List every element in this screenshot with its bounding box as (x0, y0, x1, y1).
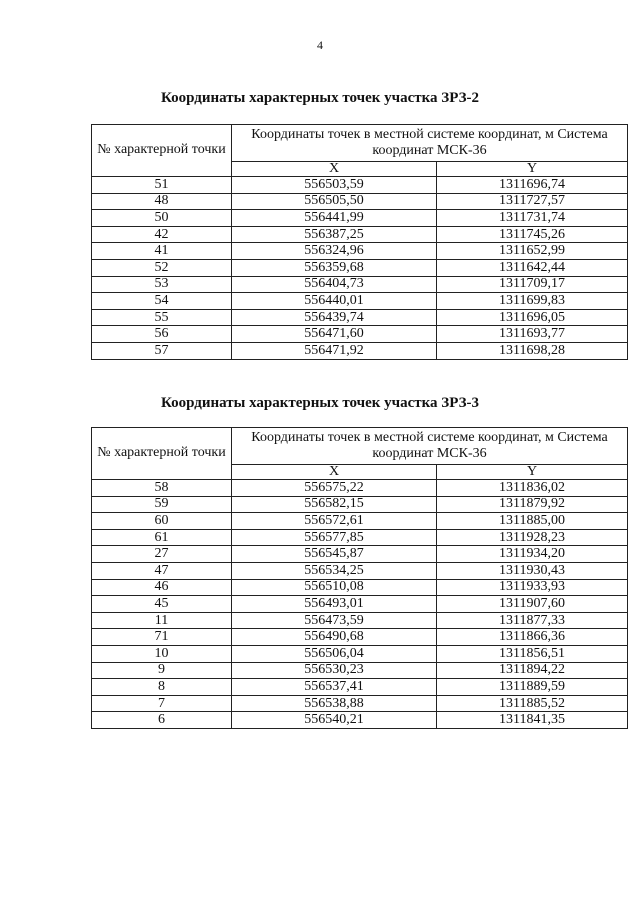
table-row (92, 226, 628, 243)
y-coordinate-cell: 1311727,57 (437, 193, 628, 210)
x-coordinate-cell: 556505,50 (232, 193, 437, 210)
table-row (92, 293, 628, 310)
table-row (92, 712, 628, 729)
point-number-cell: 46 (92, 579, 232, 596)
y-coordinate-cell: 1311731,74 (437, 210, 628, 227)
point-number-cell: 42 (92, 226, 232, 243)
y-coordinate-cell: 1311745,26 (437, 226, 628, 243)
point-number-cell: 50 (92, 210, 232, 227)
table-row (92, 612, 628, 629)
point-number-cell: 51 (92, 177, 232, 194)
table-row (92, 326, 628, 343)
table-body (92, 480, 628, 729)
x-coordinate-cell: 556572,61 (232, 513, 437, 530)
x-coordinate-cell: 556324,96 (232, 243, 437, 260)
table-title-zrz-2: Координаты характерных точек участка ЗРЗ-2 (161, 90, 479, 106)
point-number-cell: 61 (92, 529, 232, 546)
point-number-cell: 56 (92, 326, 232, 343)
y-coordinate-cell: 1311885,52 (437, 695, 628, 712)
table-row (92, 496, 628, 513)
y-coordinate-cell: 1311907,60 (437, 596, 628, 613)
x-coordinate-cell: 556538,88 (232, 695, 437, 712)
point-number-cell: 58 (92, 480, 232, 497)
y-coordinate-cell: 1311889,59 (437, 679, 628, 696)
header-y: Y (437, 162, 628, 177)
point-number-cell: 41 (92, 243, 232, 260)
x-coordinate-cell: 556534,25 (232, 562, 437, 579)
header-x: X (232, 465, 437, 480)
x-coordinate-cell: 556575,22 (232, 480, 437, 497)
table-row (92, 529, 628, 546)
point-number-cell: 52 (92, 259, 232, 276)
point-number-cell: 60 (92, 513, 232, 530)
header-point-number: № характерной точки (92, 125, 232, 177)
table-row (92, 243, 628, 260)
table-row (92, 342, 628, 359)
table-row (92, 480, 628, 497)
y-coordinate-cell: 1311866,36 (437, 629, 628, 646)
x-coordinate-cell: 556493,01 (232, 596, 437, 613)
table-row (92, 596, 628, 613)
point-number-cell: 10 (92, 645, 232, 662)
y-coordinate-cell: 1311642,44 (437, 259, 628, 276)
header-coordinate-system: Координаты точек в местной системе координат, м Система координат МСК-36 (232, 125, 628, 162)
y-coordinate-cell: 1311836,02 (437, 480, 628, 497)
point-number-cell: 48 (92, 193, 232, 210)
point-number-cell: 71 (92, 629, 232, 646)
table-row (92, 177, 628, 194)
y-coordinate-cell: 1311693,77 (437, 326, 628, 343)
y-coordinate-cell: 1311885,00 (437, 513, 628, 530)
x-coordinate-cell: 556441,99 (232, 210, 437, 227)
x-coordinate-cell: 556387,25 (232, 226, 437, 243)
table-row (92, 309, 628, 326)
table-row (92, 645, 628, 662)
point-number-cell: 59 (92, 496, 232, 513)
coordinates-table-zrz-2 (91, 124, 628, 360)
y-coordinate-cell: 1311856,51 (437, 645, 628, 662)
point-number-cell: 45 (92, 596, 232, 613)
table-row (92, 513, 628, 530)
header-point-number: № характерной точки (92, 428, 232, 480)
x-coordinate-cell: 556359,68 (232, 259, 437, 276)
table-row (92, 546, 628, 563)
table-row (92, 629, 628, 646)
x-coordinate-cell: 556537,41 (232, 679, 437, 696)
table-row (92, 562, 628, 579)
point-number-cell: 55 (92, 309, 232, 326)
table-row (92, 662, 628, 679)
table-row (92, 579, 628, 596)
table-row (92, 276, 628, 293)
point-number-cell: 11 (92, 612, 232, 629)
point-number-cell: 9 (92, 662, 232, 679)
x-coordinate-cell: 556540,21 (232, 712, 437, 729)
x-coordinate-cell: 556530,23 (232, 662, 437, 679)
table-row (92, 210, 628, 227)
header-coordinate-system: Координаты точек в местной системе координат, м Система координат МСК-36 (232, 428, 628, 465)
x-coordinate-cell: 556471,92 (232, 342, 437, 359)
x-coordinate-cell: 556510,08 (232, 579, 437, 596)
x-coordinate-cell: 556545,87 (232, 546, 437, 563)
table-row (92, 695, 628, 712)
header-y: Y (437, 465, 628, 480)
point-number-cell: 7 (92, 695, 232, 712)
y-coordinate-cell: 1311894,22 (437, 662, 628, 679)
y-coordinate-cell: 1311933,93 (437, 579, 628, 596)
x-coordinate-cell: 556506,04 (232, 645, 437, 662)
x-coordinate-cell: 556404,73 (232, 276, 437, 293)
table-row (92, 259, 628, 276)
coordinates-table-zrz-3 (91, 427, 628, 729)
x-coordinate-cell: 556490,68 (232, 629, 437, 646)
point-number-cell: 53 (92, 276, 232, 293)
y-coordinate-cell: 1311879,92 (437, 496, 628, 513)
point-number-cell: 47 (92, 562, 232, 579)
table-row (92, 679, 628, 696)
y-coordinate-cell: 1311934,20 (437, 546, 628, 563)
x-coordinate-cell: 556473,59 (232, 612, 437, 629)
x-coordinate-cell: 556503,59 (232, 177, 437, 194)
y-coordinate-cell: 1311877,33 (437, 612, 628, 629)
table-body (92, 177, 628, 360)
y-coordinate-cell: 1311652,99 (437, 243, 628, 260)
table-title-zrz-3: Координаты характерных точек участка ЗРЗ-3 (161, 395, 479, 411)
page-number: 4 (317, 38, 323, 52)
y-coordinate-cell: 1311696,05 (437, 309, 628, 326)
table-row (92, 193, 628, 210)
x-coordinate-cell: 556440,01 (232, 293, 437, 310)
x-coordinate-cell: 556582,15 (232, 496, 437, 513)
y-coordinate-cell: 1311928,23 (437, 529, 628, 546)
y-coordinate-cell: 1311930,43 (437, 562, 628, 579)
point-number-cell: 27 (92, 546, 232, 563)
y-coordinate-cell: 1311696,74 (437, 177, 628, 194)
y-coordinate-cell: 1311709,17 (437, 276, 628, 293)
y-coordinate-cell: 1311699,83 (437, 293, 628, 310)
y-coordinate-cell: 1311841,35 (437, 712, 628, 729)
point-number-cell: 6 (92, 712, 232, 729)
point-number-cell: 8 (92, 679, 232, 696)
x-coordinate-cell: 556471,60 (232, 326, 437, 343)
point-number-cell: 57 (92, 342, 232, 359)
x-coordinate-cell: 556577,85 (232, 529, 437, 546)
x-coordinate-cell: 556439,74 (232, 309, 437, 326)
header-x: X (232, 162, 437, 177)
y-coordinate-cell: 1311698,28 (437, 342, 628, 359)
point-number-cell: 54 (92, 293, 232, 310)
